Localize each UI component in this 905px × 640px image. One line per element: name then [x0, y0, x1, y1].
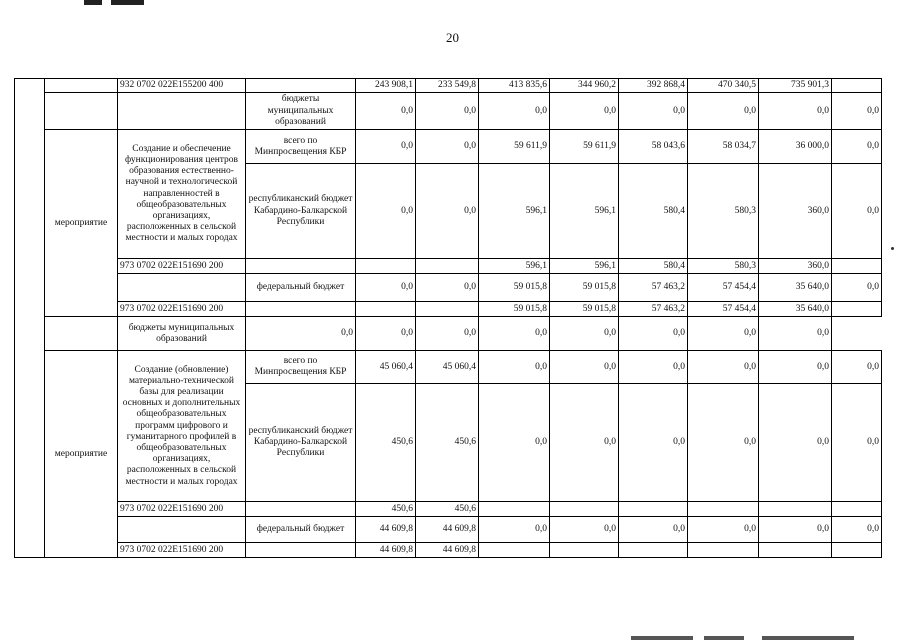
- value-cell: [619, 502, 688, 517]
- kbk-code: 973 0702 022E151690 200: [118, 543, 246, 558]
- event-type: мероприятие: [45, 130, 118, 317]
- value-cell: 233 549,8: [416, 79, 479, 93]
- value-cell: 0,0: [619, 517, 688, 543]
- event-type: мероприятие: [45, 351, 118, 558]
- value-cell: 0,0: [356, 274, 416, 302]
- value-cell: [832, 259, 882, 274]
- funding-source: всего по Минпросвещения КБР: [246, 130, 356, 164]
- table-row: [15, 517, 882, 543]
- value-cell: 360,0: [759, 164, 832, 259]
- value-cell: [416, 259, 479, 274]
- value-cell: [759, 502, 832, 517]
- value-cell: 0,0: [356, 317, 416, 351]
- value-cell: 596,1: [550, 164, 619, 259]
- value-cell: 0,0: [688, 351, 759, 384]
- funding-source: [246, 79, 356, 93]
- value-cell: 0,0: [246, 317, 356, 351]
- budget-table-body: [15, 79, 882, 558]
- value-cell: 450,6: [356, 384, 416, 502]
- value-cell: 57 454,4: [688, 302, 759, 317]
- scan-artifact-bottom: [631, 636, 693, 640]
- value-cell: 450,6: [416, 502, 479, 517]
- value-cell: 0,0: [619, 93, 688, 130]
- value-cell: 243 908,1: [356, 79, 416, 93]
- value-cell: 735 901,3: [759, 79, 832, 93]
- value-cell: [688, 502, 759, 517]
- value-cell: 0,0: [832, 517, 882, 543]
- value-cell: [832, 302, 882, 317]
- name-empty: [45, 317, 118, 351]
- value-cell: 0,0: [479, 317, 550, 351]
- value-cell: 0,0: [550, 517, 619, 543]
- value-cell: 0,0: [479, 93, 550, 130]
- value-cell: [832, 79, 882, 93]
- funding-source: [246, 543, 356, 558]
- value-cell: [416, 302, 479, 317]
- value-cell: 57 454,4: [688, 274, 759, 302]
- value-cell: 392 868,4: [619, 79, 688, 93]
- event-name: Создание и обеспечение функционирования центров образования естественно-научной и технологической направленностей в общеобразовательных организациях, расположенных в сельской местности и малых городах: [118, 130, 246, 259]
- scan-artifact-dot: [891, 247, 894, 250]
- kbk-code: 932 0702 022E155200 400: [118, 79, 246, 93]
- value-cell: 580,3: [688, 164, 759, 259]
- value-cell: 0,0: [416, 317, 479, 351]
- value-cell: 0,0: [832, 93, 882, 130]
- budget-table: [14, 78, 882, 558]
- value-cell: 0,0: [416, 274, 479, 302]
- value-cell: 0,0: [479, 517, 550, 543]
- value-cell: 0,0: [759, 517, 832, 543]
- value-cell: 0,0: [832, 130, 882, 164]
- value-cell: 58 043,6: [619, 130, 688, 164]
- kbk-code: 973 0702 022E151690 200: [118, 302, 246, 317]
- name-empty: [118, 93, 246, 130]
- value-cell: 44 609,8: [416, 543, 479, 558]
- value-cell: 0,0: [416, 130, 479, 164]
- value-cell: [688, 543, 759, 558]
- value-cell: 344 960,2: [550, 79, 619, 93]
- funding-source: бюджеты муниципальных образований: [118, 317, 246, 351]
- table-row: [15, 351, 882, 384]
- value-cell: 596,1: [479, 259, 550, 274]
- value-cell: 0,0: [416, 164, 479, 259]
- value-cell: 0,0: [619, 384, 688, 502]
- value-cell: 45 060,4: [356, 351, 416, 384]
- funding-source: бюджеты муниципальных образований: [246, 93, 356, 130]
- table-row: [15, 502, 882, 517]
- value-cell: 0,0: [688, 317, 759, 351]
- value-cell: 57 463,2: [619, 274, 688, 302]
- table-row: [15, 274, 882, 302]
- value-cell: 0,0: [688, 384, 759, 502]
- value-cell: [832, 502, 882, 517]
- value-cell: 450,6: [416, 384, 479, 502]
- funding-source: республиканский бюджет Кабардино-Балкарской Республики: [246, 384, 356, 502]
- value-cell: 36 000,0: [759, 130, 832, 164]
- table-row: [15, 79, 882, 93]
- value-cell: 59 015,8: [550, 302, 619, 317]
- value-cell: 0,0: [479, 384, 550, 502]
- value-cell: 59 611,9: [479, 130, 550, 164]
- value-cell: 59 611,9: [550, 130, 619, 164]
- value-cell: 0,0: [759, 351, 832, 384]
- value-cell: 580,4: [619, 259, 688, 274]
- funding-source: [246, 259, 356, 274]
- value-cell: 0,0: [356, 93, 416, 130]
- name-empty: [118, 274, 246, 302]
- funding-source: [246, 502, 356, 517]
- value-cell: [479, 543, 550, 558]
- scan-artifact-top: [84, 0, 144, 5]
- funding-source: федеральный бюджет: [246, 517, 356, 543]
- value-cell: 0,0: [759, 317, 832, 351]
- value-cell: 0,0: [550, 384, 619, 502]
- value-cell: 59 015,8: [550, 274, 619, 302]
- value-cell: 580,4: [619, 164, 688, 259]
- value-cell: 0,0: [832, 351, 882, 384]
- value-cell: 59 015,8: [479, 302, 550, 317]
- value-cell: 0,0: [619, 351, 688, 384]
- funding-source: [246, 302, 356, 317]
- value-cell: [619, 543, 688, 558]
- value-cell: 0,0: [832, 164, 882, 259]
- value-cell: 360,0: [759, 259, 832, 274]
- value-cell: 0,0: [759, 93, 832, 130]
- value-cell: 580,3: [688, 259, 759, 274]
- value-cell: 0,0: [550, 317, 619, 351]
- value-cell: [832, 543, 882, 558]
- scan-artifact-bottom: [762, 636, 854, 640]
- value-cell: 0,0: [832, 274, 882, 302]
- scan-artifact-bottom: [704, 636, 744, 640]
- value-cell: [759, 543, 832, 558]
- value-cell: 45 060,4: [416, 351, 479, 384]
- value-cell: 0,0: [550, 93, 619, 130]
- value-cell: 44 609,8: [356, 517, 416, 543]
- value-cell: [356, 302, 416, 317]
- table-row: [15, 130, 882, 164]
- value-cell: 57 463,2: [619, 302, 688, 317]
- value-cell: 596,1: [550, 259, 619, 274]
- kbk-code: 973 0702 022E151690 200: [118, 259, 246, 274]
- value-cell: 0,0: [479, 351, 550, 384]
- value-cell: [550, 543, 619, 558]
- page-number: 20: [446, 30, 459, 45]
- value-cell: 0,0: [356, 164, 416, 259]
- value-cell: [550, 502, 619, 517]
- value-cell: 470 340,5: [688, 79, 759, 93]
- table-row: [15, 302, 882, 317]
- kbk-code: 973 0702 022E151690 200: [118, 502, 246, 517]
- value-cell: 58 034,7: [688, 130, 759, 164]
- left-margin-cell: [15, 79, 45, 558]
- table-row: [15, 317, 882, 351]
- value-cell: [356, 259, 416, 274]
- value-cell: 0,0: [416, 93, 479, 130]
- table-row: [15, 259, 882, 274]
- value-cell: 596,1: [479, 164, 550, 259]
- value-cell: 0,0: [688, 93, 759, 130]
- value-cell: 35 640,0: [759, 274, 832, 302]
- value-cell: [479, 502, 550, 517]
- value-cell: 450,6: [356, 502, 416, 517]
- event-name: Создание (обновление) материально-технической базы для реализации основных и дополнительных общеобразовательных программ цифрового и гуманитарного профилей в общеобразовательных организациях, расположенных в сельской местности и малых городах: [118, 351, 246, 502]
- value-cell: 0,0: [356, 130, 416, 164]
- value-cell: 44 609,8: [356, 543, 416, 558]
- funding-source: республиканский бюджет Кабардино-Балкарской Республики: [246, 164, 356, 259]
- value-cell: 0,0: [832, 384, 882, 502]
- value-cell: 0,0: [759, 384, 832, 502]
- value-cell: 59 015,8: [479, 274, 550, 302]
- event-type-empty: [45, 93, 118, 130]
- funding-source: всего по Минпросвещения КБР: [246, 351, 356, 384]
- name-empty: [118, 517, 246, 543]
- value-cell: 0,0: [688, 517, 759, 543]
- table-row: [15, 543, 882, 558]
- value-cell: 0,0: [550, 351, 619, 384]
- funding-source: федеральный бюджет: [246, 274, 356, 302]
- event-type-empty: [45, 79, 118, 93]
- table-row: [15, 93, 882, 130]
- value-cell: 413 835,6: [479, 79, 550, 93]
- value-cell: 44 609,8: [416, 517, 479, 543]
- value-cell: 0,0: [619, 317, 688, 351]
- value-cell: 35 640,0: [759, 302, 832, 317]
